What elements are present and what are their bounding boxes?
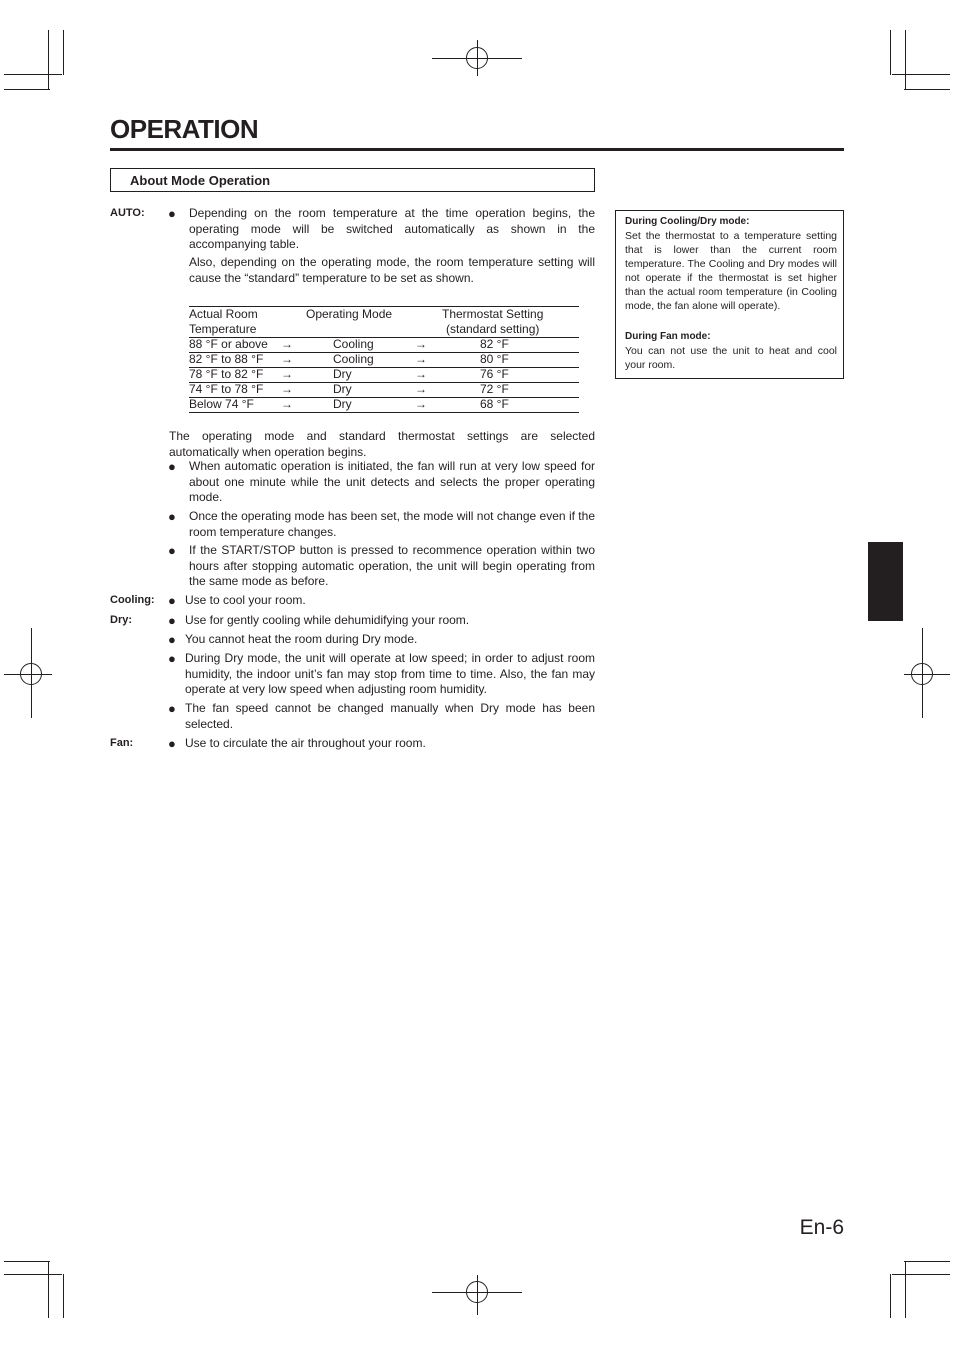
- row-temp: 82 °F to 88 °F: [189, 352, 264, 366]
- dry-label: Dry:: [110, 614, 133, 626]
- title-rule: [110, 148, 844, 151]
- row-mode: Dry: [333, 397, 352, 411]
- list-item: If the START/STOP button is pressed to recommence operation within two hours after stopping automatic operation, the unit will begin operating from the same mode as before.: [189, 543, 595, 588]
- header-room-temp-1: Actual Room: [189, 307, 258, 321]
- arrow-icon: →: [281, 337, 293, 351]
- fan-label: Fan:: [110, 737, 134, 749]
- arrow-icon: →: [415, 382, 427, 396]
- row-temp: 74 °F to 78 °F: [189, 382, 264, 396]
- row-temp: Below 74 °F: [189, 397, 254, 411]
- arrow-icon: →: [415, 337, 427, 351]
- bullet-icon: ●: [168, 613, 176, 628]
- arrow-icon: →: [281, 367, 293, 381]
- list-item: The fan speed cannot be changed manually when Dry mode has been selected.: [185, 701, 595, 731]
- arrow-icon: →: [281, 397, 293, 411]
- cooling-label: Cooling:: [110, 594, 155, 606]
- row-setting: 82 °F: [480, 337, 509, 351]
- list-item: When automatic operation is initiated, the fan will run at very low speed for about one minute while the unit detects and selects the proper operating mode.: [189, 459, 595, 504]
- list-item: You cannot heat the room during Dry mode.: [185, 632, 418, 646]
- arrow-icon: →: [415, 367, 427, 381]
- note-heading-cooling-dry: During Cooling/Dry mode:: [625, 216, 750, 227]
- row-mode: Cooling: [333, 352, 374, 366]
- note-text-fan: You can not use the unit to heat and cool your room.: [625, 345, 837, 371]
- header-thermostat-2: (standard setting): [446, 322, 540, 336]
- auto-description: Depending on the room temperature at the time operation begins, the operating mode will be switched automatically as shown in the accompanying table.: [189, 206, 595, 251]
- auto-standard-note: Also, depending on the operating mode, the room temperature setting will cause the “standard” temperature to be set as shown.: [189, 255, 595, 285]
- bullet-icon: ●: [168, 543, 176, 558]
- bullet-icon: ●: [168, 206, 176, 221]
- arrow-icon: →: [281, 382, 293, 396]
- row-temp: 88 °F or above: [189, 337, 268, 351]
- auto-selection-note: The operating mode and standard thermostat settings are selected automatically when operation begins.: [169, 429, 595, 459]
- section-thumb-tab: [868, 542, 903, 621]
- side-note-box: [615, 210, 844, 379]
- list-item: During Dry mode, the unit will operate at low speed; in order to adjust room humidity, the indoor unit’s fan may stop from time to time. Also, the fan may operate at very low speed when adjusting room humidity.: [185, 651, 595, 696]
- bullet-icon: ●: [168, 632, 176, 647]
- bullet-icon: ●: [168, 651, 176, 666]
- section-heading-box: [110, 168, 595, 192]
- row-setting: 80 °F: [480, 352, 509, 366]
- bullet-icon: ●: [168, 736, 176, 751]
- header-thermostat-1: Thermostat Setting: [442, 307, 544, 321]
- arrow-icon: →: [281, 352, 293, 366]
- row-setting: 76 °F: [480, 367, 509, 381]
- bullet-icon: ●: [168, 701, 176, 716]
- list-item: Use for gently cooling while dehumidifying your room.: [185, 613, 470, 627]
- arrow-icon: →: [415, 352, 427, 366]
- list-item: Use to circulate the air throughout your room.: [185, 736, 426, 750]
- bullet-icon: ●: [168, 593, 176, 608]
- auto-label: AUTO:: [110, 207, 145, 219]
- page-number: En-6: [799, 1216, 844, 1239]
- row-mode: Dry: [333, 382, 352, 396]
- list-item: Use to cool your room.: [185, 593, 306, 607]
- row-setting: 72 °F: [480, 382, 509, 396]
- row-mode: Dry: [333, 367, 352, 381]
- bullet-icon: ●: [168, 509, 176, 524]
- row-temp: 78 °F to 82 °F: [189, 367, 264, 381]
- list-item: Once the operating mode has been set, the mode will not change even if the room temperature changes.: [189, 509, 595, 539]
- section-heading: About Mode Operation: [130, 173, 271, 188]
- note-heading-fan: During Fan mode:: [625, 331, 711, 342]
- page-title: OPERATION: [110, 114, 259, 144]
- arrow-icon: →: [415, 397, 427, 411]
- row-setting: 68 °F: [480, 397, 509, 411]
- header-room-temp-2: Temperature: [189, 322, 257, 336]
- row-mode: Cooling: [333, 337, 374, 351]
- bullet-icon: ●: [168, 459, 176, 474]
- header-mode: Operating Mode: [306, 307, 393, 321]
- note-text-cooling-dry: Set the thermostat to a temperature setting that is lower than the current room temperature. The Cooling and Dry modes will not operate if the thermostat is set higher than the actual room temperature (in Cooling mode, the fan alone will operate).: [625, 230, 837, 312]
